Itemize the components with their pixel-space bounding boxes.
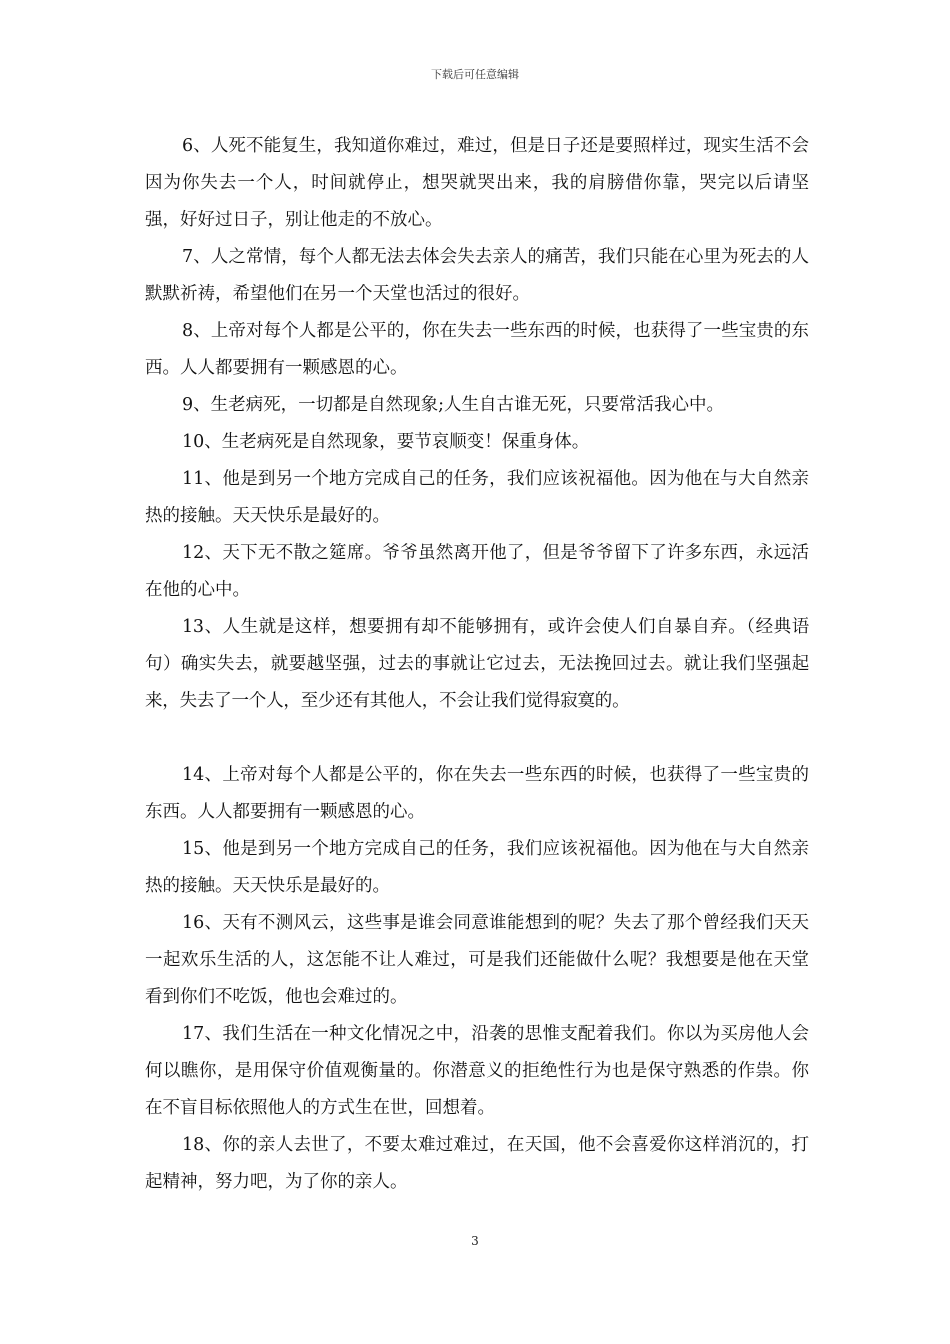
document-body [145,128,809,1201]
paragraph-12: 12、天下无不散之筵席。爷爷虽然离开他了，但是爷爷留下了许多东西，永远活在他的心中。 [145,543,809,600]
paragraph-7: 7、人之常情，每个人都无法去体会失去亲人的痛苦，我们只能在心里为死去的人默默祈祷，希望他们在另一个天堂也活过的很好。 [145,247,809,304]
paragraph-spacer [145,720,809,757]
paragraph-17: 17、我们生活在一种文化情况之中，沿袭的思惟支配着我们。你以为买房他人会何以瞧你，是用保守价值观衡量的。你潜意义的拒绝性行为也是保守熟悉的作祟。你在不盲目标依照他人的方式生在世，回想着。 [145,1024,809,1118]
paragraph-6: 6、人死不能复生，我知道你难过，难过，但是日子还是要照样过，现实生活不会因为你失去一个人，时间就停止，想哭就哭出来，我的肩膀借你靠，哭完以后请坚强，好好过日子，别让他走的不放心。 [145,136,809,230]
paragraph-18: 18、你的亲人去世了，不要太难过难过，在天国，他不会喜爱你这样消沉的，打起精神，努力吧，为了你的亲人。 [145,1135,809,1192]
page-number: 3 [471,1234,479,1248]
page-header: 下载后可任意编辑 [431,68,519,81]
paragraph-11: 11、他是到另一个地方完成自己的任务，我们应该祝福他。因为他在与大自然亲热的接触。天天快乐是最好的。 [145,469,809,526]
paragraph-16: 16、天有不测风云，这些事是谁会同意谁能想到的呢？失去了那个曾经我们天天一起欢乐生活的人，这怎能不让人难过，可是我们还能做什么呢？我想要是他在天堂看到你们不吃饭，他也会难过的。 [145,913,809,1007]
paragraph-9: 9、生老病死，一切都是自然现象;人生自古谁无死，只要常活我心中。 [182,395,725,415]
paragraph-13: 13、人生就是这样，想要拥有却不能够拥有，或许会使人们自暴自弃。（经典语句）确实失去，就要越坚强，过去的事就让它过去，无法挽回过去。就让我们坚强起来，失去了一个人，至少还有其他人，不会让我们觉得寂寞的。 [145,617,809,711]
paragraph-14: 14、上帝对每个人都是公平的，你在失去一些东西的时候，也获得了一些宝贵的东西。人人都要拥有一颗感恩的心。 [145,765,809,822]
paragraph-15: 15、他是到另一个地方完成自己的任务，我们应该祝福他。因为他在与大自然亲热的接触。天天快乐是最好的。 [145,839,809,896]
paragraph-8: 8、上帝对每个人都是公平的，你在失去一些东西的时候，也获得了一些宝贵的东西。人人都要拥有一颗感恩的心。 [145,321,809,378]
paragraph-10: 10、生老病死是自然现象，要节哀顺变！保重身体。 [182,432,590,452]
